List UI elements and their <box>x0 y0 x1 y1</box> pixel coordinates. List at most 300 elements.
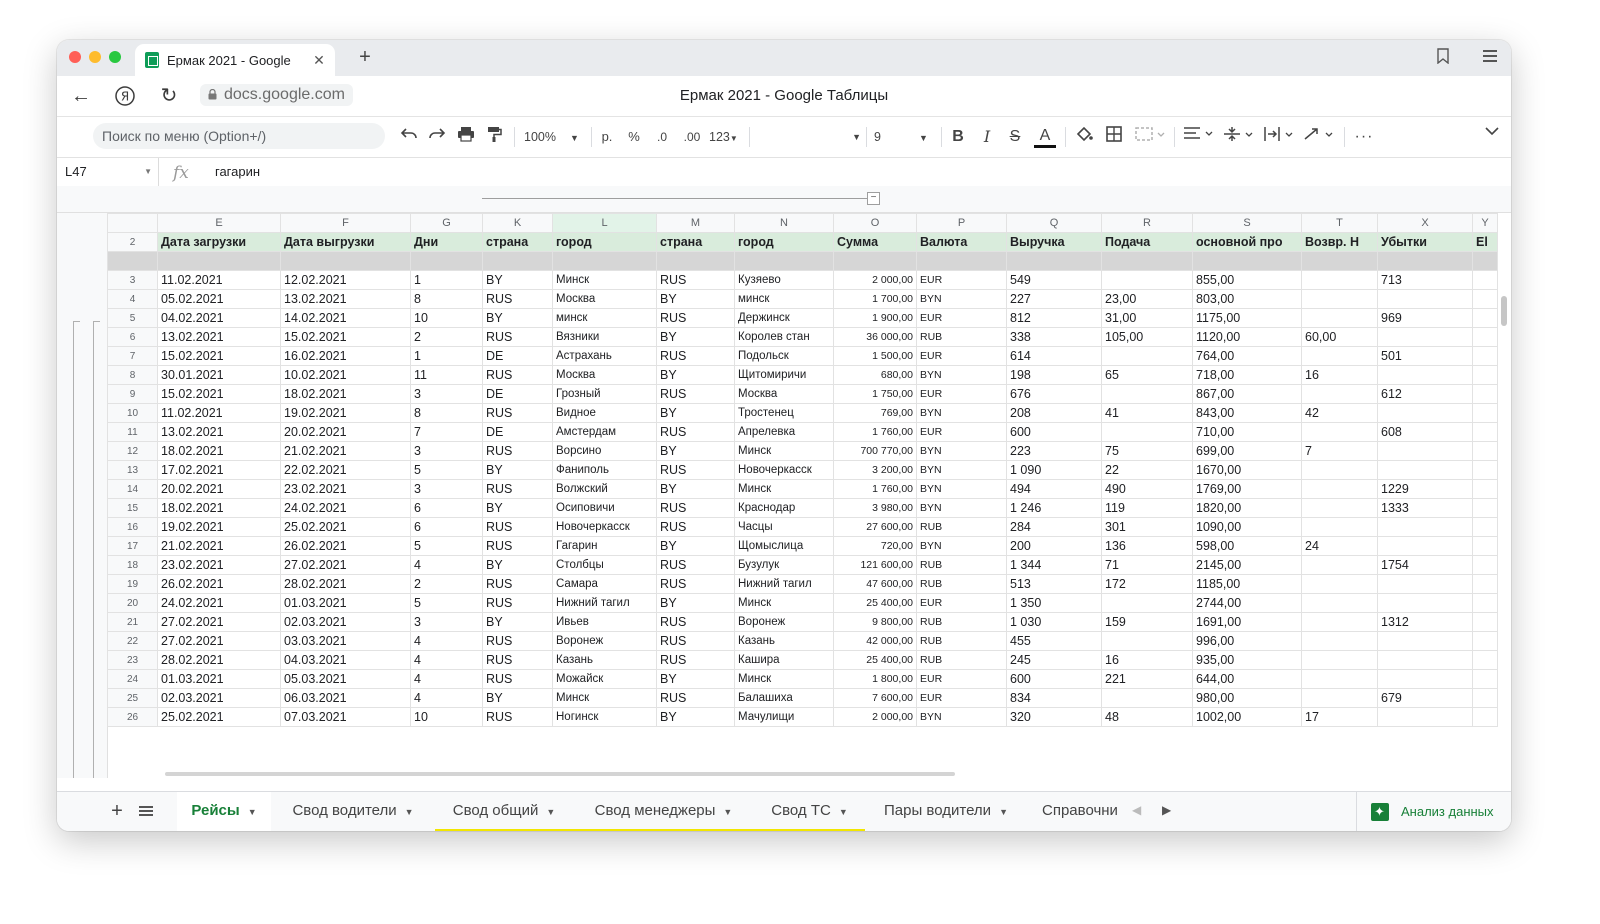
column-header-s[interactable]: S <box>1193 214 1302 233</box>
cell[interactable]: 19.02.2021 <box>281 404 411 423</box>
cell[interactable]: 5 <box>411 594 483 613</box>
cell[interactable]: RUB <box>917 632 1007 651</box>
row-header[interactable]: 7 <box>108 347 158 366</box>
cell[interactable]: 1 <box>411 347 483 366</box>
cell[interactable]: Минск <box>735 670 834 689</box>
cell[interactable]: 1002,00 <box>1193 708 1302 727</box>
collapse-group-icon[interactable]: − <box>867 192 880 205</box>
cell[interactable]: RUS <box>657 461 735 480</box>
cell[interactable]: 16 <box>1102 651 1193 670</box>
cell[interactable]: BYN <box>917 708 1007 727</box>
header-cell[interactable] <box>1302 233 1378 252</box>
cell[interactable]: 24.02.2021 <box>281 499 411 518</box>
cell[interactable] <box>1102 385 1193 404</box>
cell[interactable]: 30.01.2021 <box>158 366 281 385</box>
cell[interactable] <box>1102 347 1193 366</box>
cell[interactable]: 25.02.2021 <box>158 708 281 727</box>
cell[interactable]: 105,00 <box>1102 328 1193 347</box>
cell[interactable]: 23.02.2021 <box>158 556 281 575</box>
column-header-l[interactable]: L <box>553 214 657 233</box>
cell[interactable]: 4 <box>411 651 483 670</box>
cell[interactable]: RUB <box>917 518 1007 537</box>
cell[interactable]: Самара <box>553 575 657 594</box>
cell[interactable] <box>1473 461 1498 480</box>
row-header[interactable]: 10 <box>108 404 158 423</box>
cell[interactable]: BY <box>657 537 735 556</box>
cell[interactable]: 1670,00 <box>1193 461 1302 480</box>
currency-format-button[interactable]: р. <box>601 129 613 144</box>
sheet-tab[interactable] <box>573 792 754 831</box>
redo-icon[interactable] <box>426 126 448 148</box>
sheet-tab[interactable] <box>865 792 1027 829</box>
maximize-window-button[interactable] <box>109 51 121 63</box>
cell[interactable]: BY <box>483 613 553 632</box>
cell[interactable]: Фаниполь <box>553 461 657 480</box>
cell[interactable]: BY <box>483 309 553 328</box>
cell[interactable]: BY <box>483 689 553 708</box>
cell[interactable]: Москва <box>553 366 657 385</box>
cell[interactable]: Щомыслица <box>735 537 834 556</box>
cell[interactable] <box>1302 518 1378 537</box>
cell[interactable]: RUS <box>483 708 553 727</box>
increase-decimal-button[interactable]: .00 <box>683 130 701 144</box>
cell[interactable]: 494 <box>1007 480 1102 499</box>
header-cell[interactable] <box>1102 233 1193 252</box>
cell[interactable]: Столбцы <box>553 556 657 575</box>
cell[interactable]: 07.03.2021 <box>281 708 411 727</box>
row-header[interactable]: 21 <box>108 613 158 632</box>
cell[interactable]: BYN <box>917 290 1007 309</box>
cell[interactable]: 05.03.2021 <box>281 670 411 689</box>
cell[interactable]: 11.02.2021 <box>158 271 281 290</box>
cell[interactable]: 41 <box>1102 404 1193 423</box>
cell[interactable]: Краснодар <box>735 499 834 518</box>
name-box[interactable] <box>57 158 159 186</box>
cell[interactable] <box>1473 632 1498 651</box>
cell[interactable]: 598,00 <box>1193 537 1302 556</box>
cell[interactable]: 18.02.2021 <box>281 385 411 404</box>
cell[interactable]: 1769,00 <box>1193 480 1302 499</box>
cell[interactable]: Щитомиричи <box>735 366 834 385</box>
cell[interactable]: Минск <box>553 689 657 708</box>
percent-format-button[interactable]: % <box>628 129 640 144</box>
cell[interactable]: 320 <box>1007 708 1102 727</box>
cell[interactable]: 172 <box>1102 575 1193 594</box>
cell[interactable]: Минск <box>553 271 657 290</box>
cell[interactable]: BY <box>657 594 735 613</box>
cell[interactable]: RUS <box>483 480 553 499</box>
cell[interactable]: RUS <box>483 575 553 594</box>
cell[interactable]: RUS <box>483 442 553 461</box>
cell[interactable] <box>1473 442 1498 461</box>
cell[interactable]: EUR <box>917 423 1007 442</box>
cell[interactable] <box>1302 613 1378 632</box>
cell[interactable]: минск <box>553 309 657 328</box>
cell[interactable]: 867,00 <box>1193 385 1302 404</box>
cell[interactable] <box>1302 575 1378 594</box>
cell[interactable] <box>1473 689 1498 708</box>
cell[interactable] <box>1378 404 1473 423</box>
cell[interactable] <box>1378 366 1473 385</box>
cell[interactable]: 2145,00 <box>1193 556 1302 575</box>
cell[interactable]: Балашиха <box>735 689 834 708</box>
horizontal-scrollbar[interactable] <box>165 772 955 776</box>
merge-cells-icon[interactable] <box>1133 126 1167 148</box>
cell[interactable]: 455 <box>1007 632 1102 651</box>
column-header-e[interactable]: E <box>158 214 281 233</box>
cell[interactable]: 1 760,00 <box>834 423 917 442</box>
cell[interactable]: 21.02.2021 <box>158 537 281 556</box>
scroll-tabs-left-icon[interactable]: ◀ <box>1132 803 1142 817</box>
cell[interactable]: 16 <box>1302 366 1378 385</box>
cell[interactable]: 680,00 <box>834 366 917 385</box>
cell[interactable] <box>1473 518 1498 537</box>
cell[interactable]: 6 <box>411 499 483 518</box>
cell[interactable] <box>1473 347 1498 366</box>
cell[interactable]: 600 <box>1007 670 1102 689</box>
horizontal-align-icon[interactable] <box>1181 126 1217 148</box>
cell[interactable]: 24.02.2021 <box>158 594 281 613</box>
cell[interactable]: 18.02.2021 <box>158 442 281 461</box>
cell[interactable]: RUS <box>483 670 553 689</box>
cell[interactable]: 23.02.2021 <box>281 480 411 499</box>
cell[interactable] <box>1473 670 1498 689</box>
column-header-t[interactable]: T <box>1302 214 1378 233</box>
cell[interactable]: RUS <box>483 328 553 347</box>
cell[interactable]: BYN <box>917 480 1007 499</box>
cell[interactable]: 136 <box>1102 537 1193 556</box>
cell[interactable]: 27.02.2021 <box>281 556 411 575</box>
cell[interactable]: 9 800,00 <box>834 613 917 632</box>
cell[interactable]: 198 <box>1007 366 1102 385</box>
cell[interactable]: Мачулищи <box>735 708 834 727</box>
cell[interactable] <box>1302 423 1378 442</box>
cell[interactable]: DE <box>483 385 553 404</box>
header-cell[interactable] <box>483 233 553 252</box>
cell[interactable] <box>1378 328 1473 347</box>
vertical-align-icon[interactable] <box>1221 126 1257 148</box>
cell[interactable]: 1 700,00 <box>834 290 917 309</box>
row-header[interactable]: 24 <box>108 670 158 689</box>
cell[interactable]: 644,00 <box>1193 670 1302 689</box>
cell[interactable] <box>1378 575 1473 594</box>
cell[interactable]: 7 <box>411 423 483 442</box>
sheet-tab-caret-icon[interactable]: ▼ <box>999 807 1008 817</box>
cell[interactable] <box>1102 271 1193 290</box>
cell[interactable]: 600 <box>1007 423 1102 442</box>
header-cell[interactable] <box>1378 233 1473 252</box>
row-header[interactable]: 15 <box>108 499 158 518</box>
cell[interactable]: 11.02.2021 <box>158 404 281 423</box>
cell[interactable]: 75 <box>1102 442 1193 461</box>
cell[interactable]: 19.02.2021 <box>158 518 281 537</box>
cell[interactable] <box>1378 670 1473 689</box>
cell[interactable]: 3 200,00 <box>834 461 917 480</box>
cell[interactable]: RUS <box>657 518 735 537</box>
cell[interactable]: 8 <box>411 290 483 309</box>
sheet-tab[interactable] <box>754 792 865 831</box>
cell[interactable]: 15.02.2021 <box>158 347 281 366</box>
browser-menu-icon[interactable] <box>1483 50 1497 62</box>
cell[interactable]: 8 <box>411 404 483 423</box>
cell[interactable]: 13.02.2021 <box>158 423 281 442</box>
cell[interactable]: RUB <box>917 613 1007 632</box>
cell[interactable] <box>1378 442 1473 461</box>
cell[interactable]: 3 <box>411 385 483 404</box>
cell[interactable]: 04.02.2021 <box>158 309 281 328</box>
row-header[interactable]: 22 <box>108 632 158 651</box>
cell[interactable]: 1312 <box>1378 613 1473 632</box>
cell[interactable]: BY <box>657 670 735 689</box>
zoom-select[interactable] <box>524 126 594 148</box>
cell[interactable]: 1333 <box>1378 499 1473 518</box>
cell[interactable]: 10 <box>411 309 483 328</box>
cell[interactable]: BY <box>657 404 735 423</box>
cell[interactable]: 769,00 <box>834 404 917 423</box>
cell[interactable]: RUS <box>657 651 735 670</box>
header-cell[interactable] <box>1193 233 1302 252</box>
cell[interactable]: 28.02.2021 <box>158 651 281 670</box>
cell[interactable]: Гагарин <box>553 537 657 556</box>
cell[interactable]: 28.02.2021 <box>281 575 411 594</box>
cell[interactable] <box>1378 594 1473 613</box>
url-field[interactable] <box>200 84 353 106</box>
cell[interactable]: 18.02.2021 <box>158 499 281 518</box>
new-tab-button[interactable]: + <box>359 46 371 68</box>
select-all-corner[interactable] <box>108 214 158 233</box>
cell[interactable]: 25 400,00 <box>834 594 917 613</box>
cell[interactable]: RUS <box>483 518 553 537</box>
row-header[interactable]: 14 <box>108 480 158 499</box>
cell[interactable]: 42 <box>1302 404 1378 423</box>
header-cell[interactable] <box>657 233 735 252</box>
cell[interactable] <box>1302 480 1378 499</box>
cell[interactable]: Вязники <box>553 328 657 347</box>
cell[interactable]: RUB <box>917 651 1007 670</box>
cell[interactable]: 42 000,00 <box>834 632 917 651</box>
cell[interactable]: 4 <box>411 556 483 575</box>
cell[interactable]: 1 500,00 <box>834 347 917 366</box>
cell[interactable]: RUS <box>657 556 735 575</box>
formula-input[interactable]: гагарин <box>215 164 261 179</box>
cell[interactable]: 47 600,00 <box>834 575 917 594</box>
cell[interactable]: BYN <box>917 461 1007 480</box>
cell[interactable] <box>1378 461 1473 480</box>
cell[interactable]: RUB <box>917 556 1007 575</box>
cell[interactable]: BYN <box>917 537 1007 556</box>
explore-button[interactable] <box>1356 792 1511 831</box>
cell[interactable] <box>1473 537 1498 556</box>
bookmark-icon[interactable] <box>1437 48 1449 64</box>
cell[interactable]: 700 770,00 <box>834 442 917 461</box>
cell[interactable]: 1175,00 <box>1193 309 1302 328</box>
cell[interactable]: 1 750,00 <box>834 385 917 404</box>
text-wrap-icon[interactable] <box>1261 126 1297 148</box>
text-color-icon[interactable]: A <box>1034 126 1056 148</box>
cell[interactable]: RUS <box>657 632 735 651</box>
column-header-p[interactable]: P <box>917 214 1007 233</box>
cell[interactable] <box>1473 575 1498 594</box>
cell[interactable]: 2 <box>411 328 483 347</box>
cell[interactable]: 11 <box>411 366 483 385</box>
cell[interactable]: 501 <box>1378 347 1473 366</box>
column-header-g[interactable]: G <box>411 214 483 233</box>
cell[interactable]: RUB <box>917 328 1007 347</box>
cell[interactable] <box>1473 613 1498 632</box>
header-cell[interactable] <box>917 233 1007 252</box>
row-header[interactable]: 23 <box>108 651 158 670</box>
cell[interactable]: 71 <box>1102 556 1193 575</box>
column-header-r[interactable]: R <box>1102 214 1193 233</box>
cell[interactable]: 2 <box>411 575 483 594</box>
cell[interactable] <box>1302 290 1378 309</box>
cell[interactable]: 15.02.2021 <box>281 328 411 347</box>
cell[interactable]: 20.02.2021 <box>281 423 411 442</box>
cell[interactable]: Апрелевка <box>735 423 834 442</box>
column-header-n[interactable]: N <box>735 214 834 233</box>
cell[interactable]: 980,00 <box>1193 689 1302 708</box>
cell[interactable]: RUB <box>917 575 1007 594</box>
cell[interactable]: Тростенец <box>735 404 834 423</box>
cell[interactable]: 1 <box>411 271 483 290</box>
sheet-tab[interactable] <box>1027 792 1127 829</box>
cell[interactable]: 679 <box>1378 689 1473 708</box>
cell[interactable]: 26.02.2021 <box>158 575 281 594</box>
cell[interactable]: 5 <box>411 461 483 480</box>
column-header-m[interactable]: M <box>657 214 735 233</box>
cell[interactable] <box>1302 689 1378 708</box>
cell[interactable] <box>1102 423 1193 442</box>
header-cell[interactable] <box>1007 233 1102 252</box>
row-header[interactable]: 12 <box>108 442 158 461</box>
cell[interactable] <box>1378 651 1473 670</box>
cell[interactable]: BYN <box>917 404 1007 423</box>
cell[interactable] <box>1473 480 1498 499</box>
cell[interactable]: 1820,00 <box>1193 499 1302 518</box>
cell[interactable]: BY <box>483 556 553 575</box>
cell[interactable]: 06.03.2021 <box>281 689 411 708</box>
cell[interactable]: 119 <box>1102 499 1193 518</box>
back-icon[interactable]: ← <box>71 85 91 107</box>
cell[interactable] <box>1102 632 1193 651</box>
cell[interactable]: 208 <box>1007 404 1102 423</box>
sheet-tab-caret-icon[interactable]: ▼ <box>404 807 414 817</box>
cell[interactable]: BY <box>483 271 553 290</box>
cell[interactable]: 60,00 <box>1302 328 1378 347</box>
cell[interactable]: 2744,00 <box>1193 594 1302 613</box>
cell[interactable]: EUR <box>917 385 1007 404</box>
cell[interactable]: 608 <box>1378 423 1473 442</box>
cell[interactable]: 812 <box>1007 309 1102 328</box>
row-header[interactable]: 9 <box>108 385 158 404</box>
cell[interactable] <box>1302 347 1378 366</box>
cell[interactable] <box>1473 499 1498 518</box>
cell[interactable]: 31,00 <box>1102 309 1193 328</box>
cell[interactable]: BY <box>483 461 553 480</box>
column-header-q[interactable]: Q <box>1007 214 1102 233</box>
italic-icon[interactable]: I <box>983 127 991 146</box>
paint-format-icon[interactable] <box>483 126 505 148</box>
cell[interactable]: 803,00 <box>1193 290 1302 309</box>
cell[interactable]: 12.02.2021 <box>281 271 411 290</box>
cell[interactable]: 969 <box>1378 309 1473 328</box>
cell[interactable]: 4 <box>411 689 483 708</box>
cell[interactable]: 03.03.2021 <box>281 632 411 651</box>
cell[interactable]: 834 <box>1007 689 1102 708</box>
cell[interactable]: RUS <box>657 347 735 366</box>
vertical-scrollbar[interactable] <box>1501 296 1507 326</box>
cell[interactable]: 4 <box>411 670 483 689</box>
cell[interactable]: Волжский <box>553 480 657 499</box>
cell[interactable]: 22.02.2021 <box>281 461 411 480</box>
header-cell[interactable] <box>158 233 281 252</box>
cell[interactable]: 25 400,00 <box>834 651 917 670</box>
browser-tab[interactable] <box>135 44 335 76</box>
cell[interactable]: 05.02.2021 <box>158 290 281 309</box>
print-icon[interactable] <box>455 126 477 148</box>
yandex-icon[interactable] <box>113 84 137 108</box>
header-cell[interactable] <box>411 233 483 252</box>
cell[interactable]: 22 <box>1102 461 1193 480</box>
cell[interactable]: Видное <box>553 404 657 423</box>
cell[interactable] <box>1473 423 1498 442</box>
cell[interactable]: 612 <box>1378 385 1473 404</box>
all-sheets-icon[interactable] <box>139 806 153 817</box>
cell[interactable] <box>1378 708 1473 727</box>
cell[interactable] <box>1302 556 1378 575</box>
header-cell[interactable] <box>834 233 917 252</box>
cell[interactable]: 3 <box>411 442 483 461</box>
cell[interactable]: Ногинск <box>553 708 657 727</box>
cell[interactable] <box>1473 385 1498 404</box>
row-header[interactable]: 16 <box>108 518 158 537</box>
row-header[interactable]: 19 <box>108 575 158 594</box>
cell[interactable]: RUS <box>657 385 735 404</box>
cell[interactable]: 27 600,00 <box>834 518 917 537</box>
cell[interactable] <box>1473 366 1498 385</box>
cell[interactable]: 15.02.2021 <box>158 385 281 404</box>
cell[interactable]: Москва <box>735 385 834 404</box>
row-header[interactable]: 11 <box>108 423 158 442</box>
cell[interactable]: 710,00 <box>1193 423 1302 442</box>
cell[interactable]: 713 <box>1378 271 1473 290</box>
cell[interactable]: Грозный <box>553 385 657 404</box>
cell[interactable]: EUR <box>917 689 1007 708</box>
row-header[interactable]: 13 <box>108 461 158 480</box>
cell[interactable]: RUS <box>483 632 553 651</box>
cell[interactable]: Держинск <box>735 309 834 328</box>
add-sheet-button[interactable]: + <box>111 800 123 822</box>
cell[interactable]: 3 <box>411 613 483 632</box>
cell[interactable]: EUR <box>917 594 1007 613</box>
cell[interactable]: Нижний тагил <box>553 594 657 613</box>
cell[interactable]: 720,00 <box>834 537 917 556</box>
cell[interactable]: RUS <box>483 366 553 385</box>
cell[interactable]: RUS <box>483 651 553 670</box>
cell[interactable]: 200 <box>1007 537 1102 556</box>
cell[interactable]: 27.02.2021 <box>158 632 281 651</box>
sheet-tab-caret-icon[interactable]: ▼ <box>838 807 848 817</box>
cell[interactable] <box>1302 385 1378 404</box>
cell[interactable]: RUS <box>483 290 553 309</box>
cell[interactable] <box>1473 290 1498 309</box>
cell[interactable]: минск <box>735 290 834 309</box>
cell[interactable]: Ивьев <box>553 613 657 632</box>
cell[interactable]: 5 <box>411 537 483 556</box>
cell[interactable] <box>1378 537 1473 556</box>
cell[interactable]: RUS <box>657 613 735 632</box>
cell[interactable] <box>1302 594 1378 613</box>
